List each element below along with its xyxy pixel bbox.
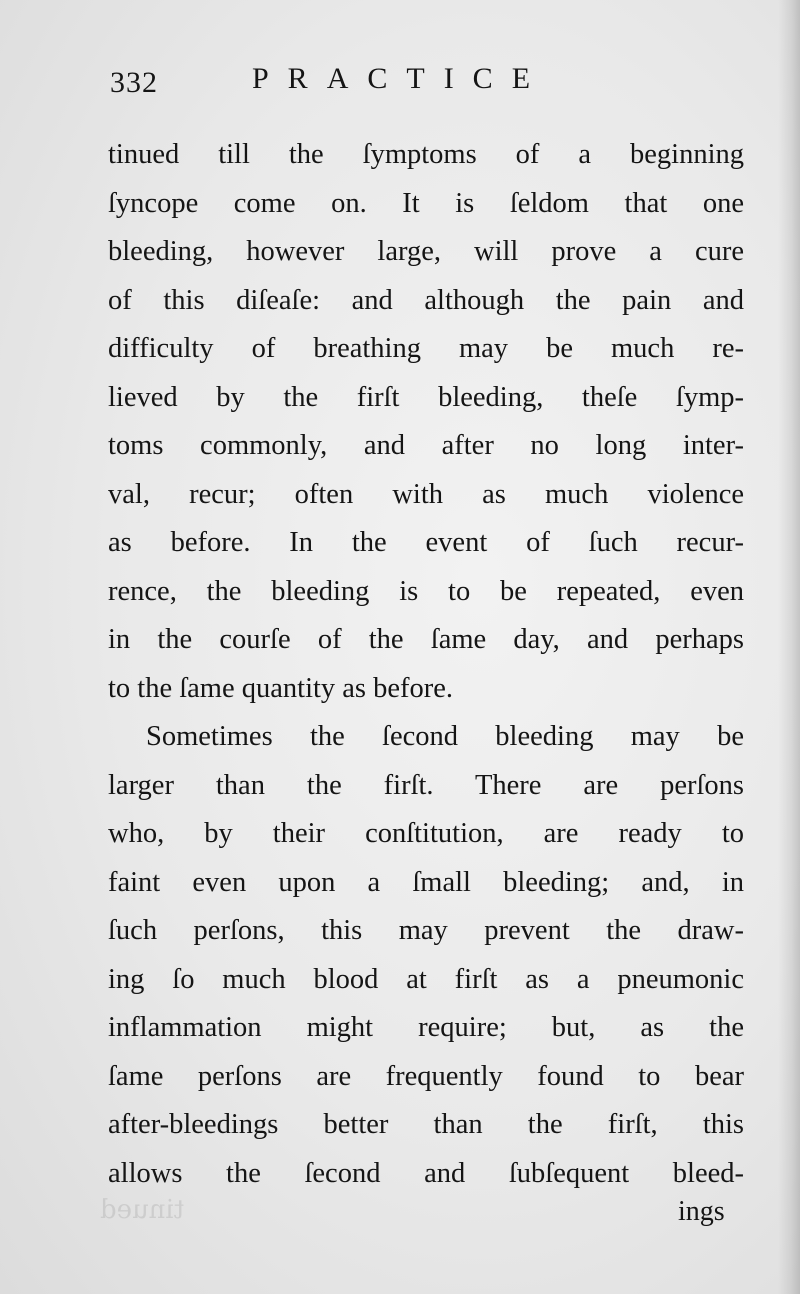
- text-line: faint even upon a ſmall bleeding; and, in: [108, 866, 744, 898]
- page-number: 332: [110, 66, 158, 99]
- text-line: in the courſe of the ſame day, and perhaps: [108, 624, 744, 655]
- page-edge-shadow: [778, 0, 800, 1294]
- show-through-text: tinued: [100, 1195, 185, 1225]
- text-line: who, by their conſtitution, are ready to: [108, 818, 744, 849]
- text-line: val, recur; often with as much violence: [108, 478, 744, 510]
- text-line: ſame perſons are frequently found to bear: [108, 1060, 744, 1092]
- text-line: tinued till the ſymptoms of a beginning: [108, 139, 744, 170]
- text-line: ing ſo much blood at firſt as a pneumonic: [108, 963, 744, 995]
- paragraph-end-line: to the ſame quantity as before.: [108, 672, 454, 704]
- text-line: after-bleedings better than the firſt, this: [108, 1109, 744, 1140]
- body-text: [108, 131, 744, 1198]
- text-line: ſyncope come on. It is ſeldom that one: [108, 187, 744, 219]
- running-head: PRACTICE: [252, 62, 550, 95]
- paragraph-start-line: Sometimes the ſecond bleeding may be: [146, 721, 744, 752]
- text-line: of this diſeaſe: and although the pain and: [108, 284, 744, 316]
- text-line: difficulty of breathing may be much re-: [108, 333, 744, 364]
- text-line: rence, the bleeding is to be repeated, even: [108, 575, 744, 607]
- text-line: bleeding, however large, will prove a cure: [108, 236, 744, 267]
- text-line: larger than the firſt. There are perſons: [108, 769, 744, 801]
- page-header: [110, 56, 630, 106]
- text-line: allows the ſecond and ſubſequent bleed-: [108, 1157, 744, 1189]
- text-line: ſuch perſons, this may prevent the draw-: [108, 915, 744, 946]
- text-line: inflammation might require; but, as the: [108, 1012, 744, 1043]
- catchword: ings: [678, 1196, 725, 1227]
- text-line: toms commonly, and after no long inter-: [108, 430, 744, 461]
- text-line: lieved by the firſt bleeding, theſe ſymp-: [108, 381, 744, 413]
- text-line: as before. In the event of ſuch recur-: [108, 527, 744, 558]
